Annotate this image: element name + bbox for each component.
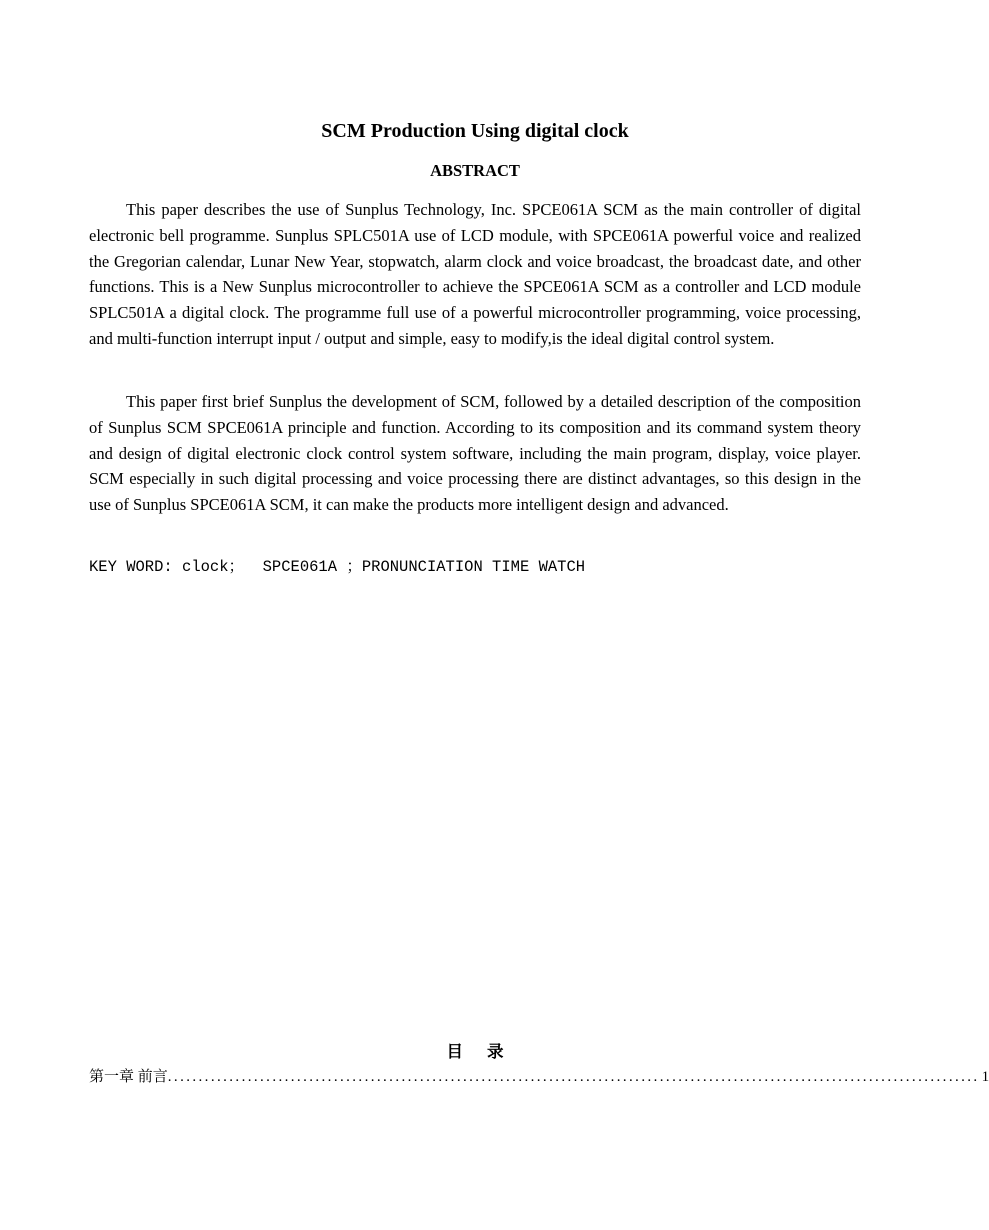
abstract-heading: ABSTRACT — [430, 161, 520, 180]
toc-entry[interactable] — [89, 1067, 989, 1087]
abstract-paragraph-2: This paper first brief Sunplus the development of SCM, followed by a detailed description of the composition of Sunplus SCM SPCE061A principle and function. According to its composition and its command system theory and design of digital electronic clock control system software, including the main program, display, voice player. SCM especially in such digital processing and voice processing there are distinct advantages, so this design in the use of Sunplus SPCE061A SCM, it can make the products more intelligent design and advanced. — [89, 392, 861, 515]
toc-entry-label: 第一章 前言 — [89, 1069, 168, 1085]
toc-entry-leader: .................................................................................................................................... — [167, 1069, 980, 1085]
toc-heading: 目录 — [446, 1042, 528, 1061]
toc-entry-page-number: 1 — [981, 1069, 989, 1085]
document-title: SCM Production Using digital clock — [321, 120, 629, 142]
abstract-paragraph-1: This paper describes the use of Sunplus Technology, Inc. SPCE061A SCM as the main controller of digital electronic bell programme. Sunplus SPLC501A use of LCD module, with SPCE061A powerful voice and realized the Gregorian calendar, Lunar New Year, stopwatch, alarm clock and voice broadcast, the broadcast date, and other functions. This is a New Sunplus microcontroller to achieve the SPCE061A SCM as a controller and LCD module SPLC501A a digital clock. The programme full use of a powerful microcontroller programming, voice processing, and multi-function interrupt input / output and simple, easy to modify,is the ideal digital control system. — [89, 200, 861, 348]
keywords-line: KEY WORD: clock； SPCE061A ；PRONUNCIATION TIME WATCH — [89, 558, 586, 576]
